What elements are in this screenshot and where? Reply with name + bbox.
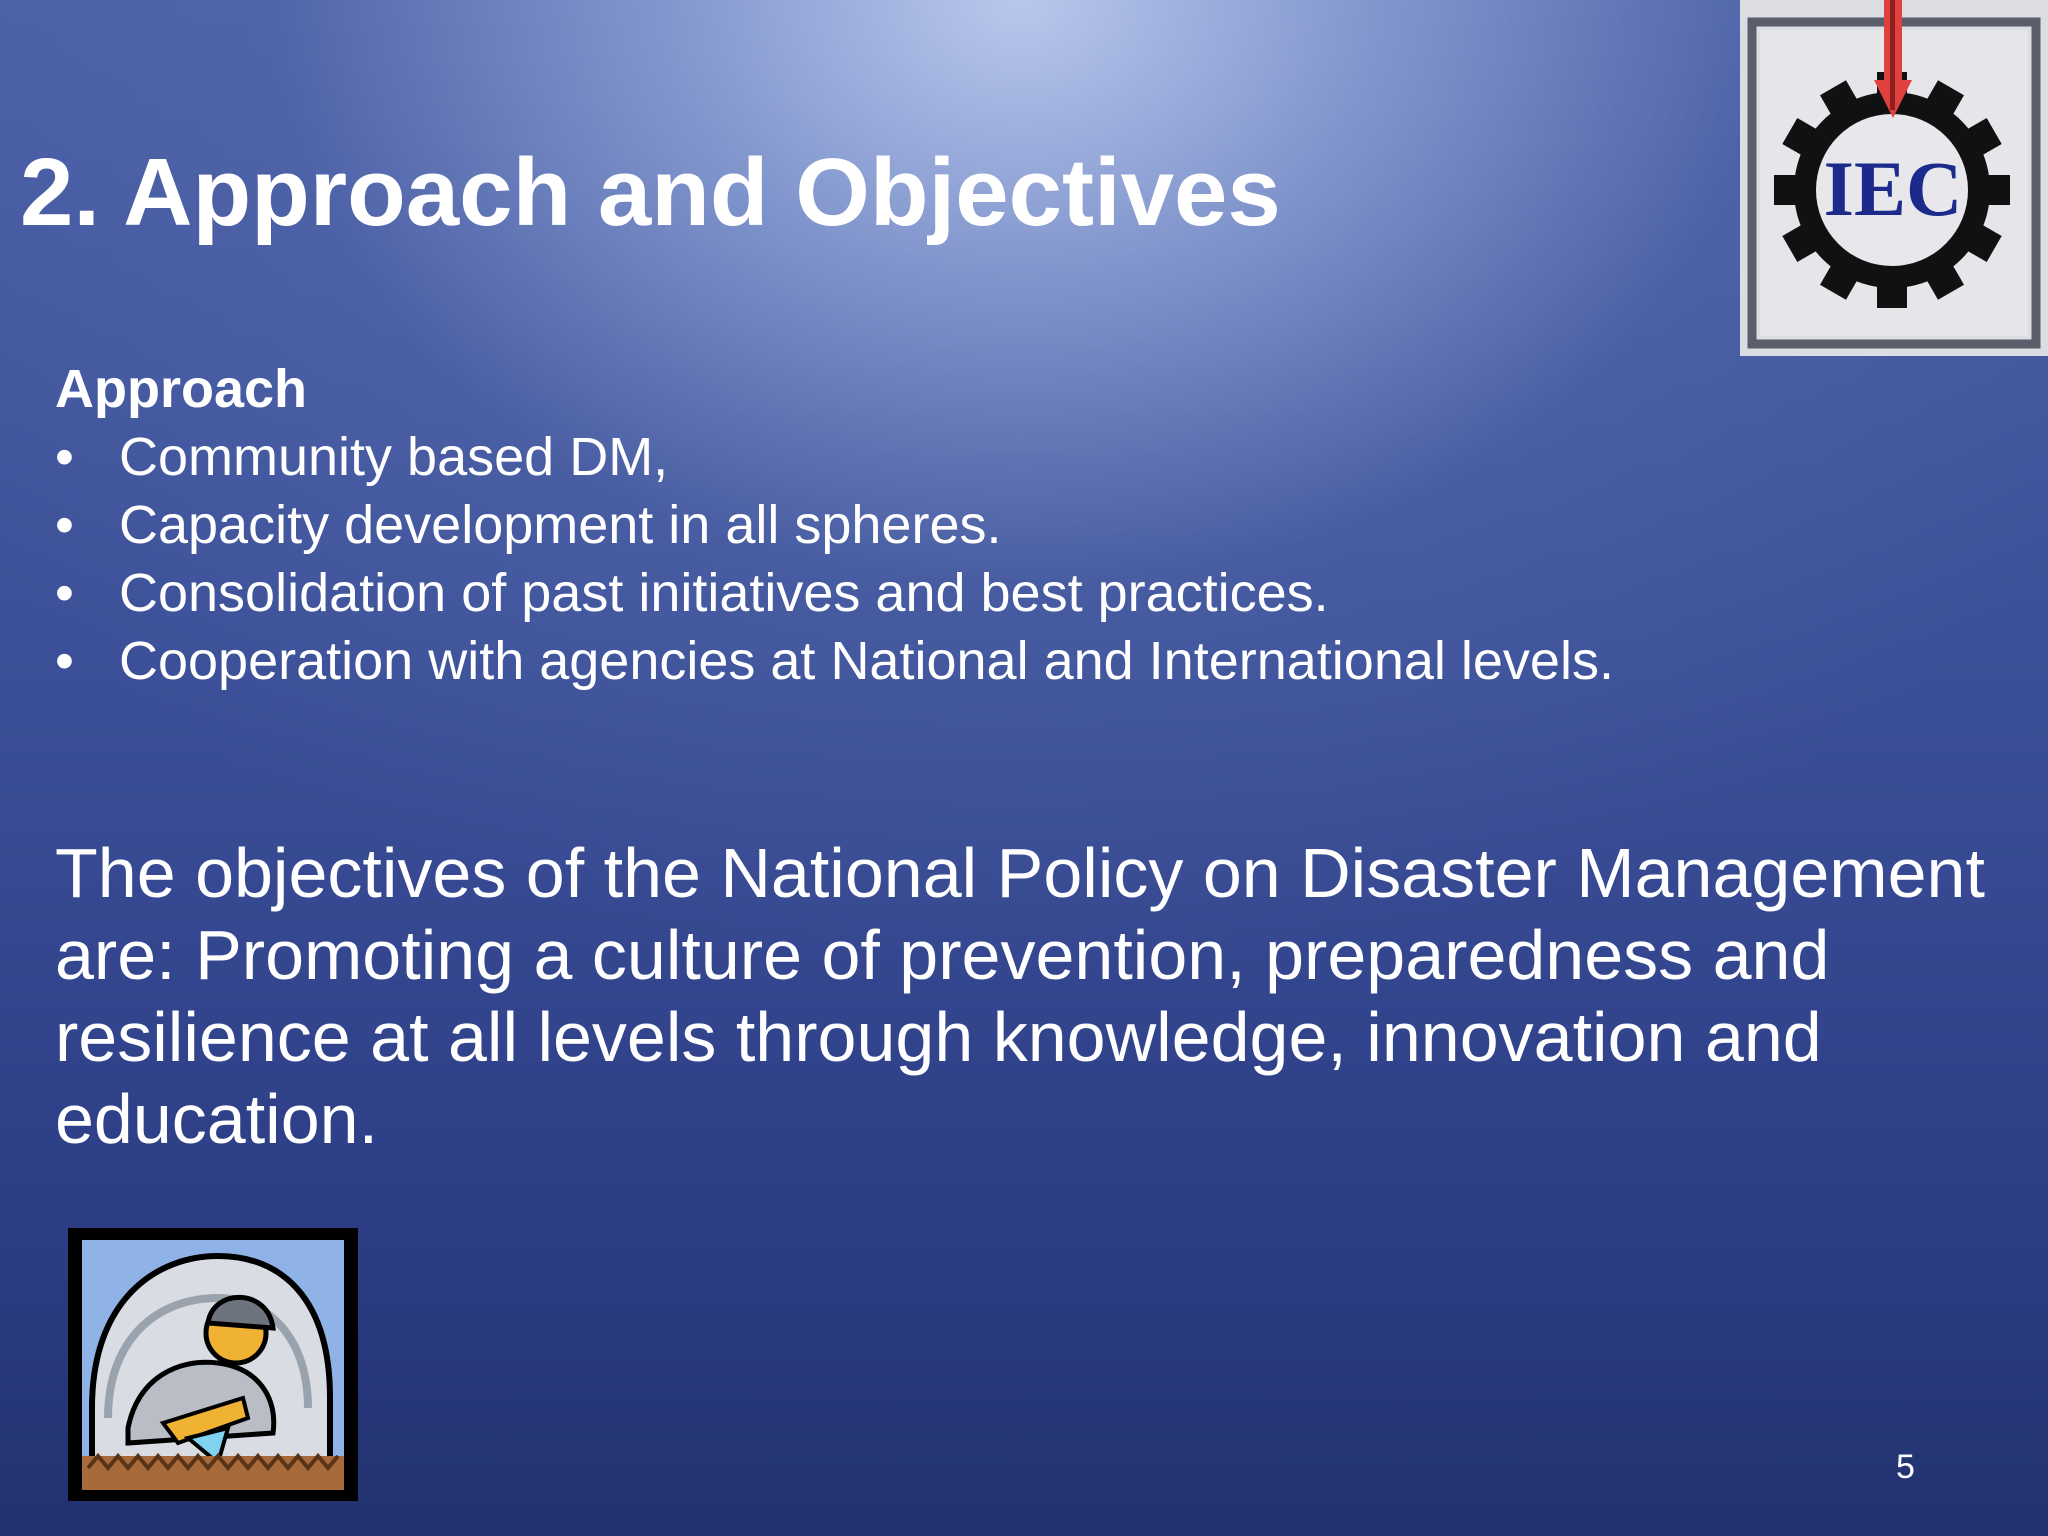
gear-logo-icon xyxy=(1740,0,2048,356)
bullet-icon: • xyxy=(55,631,74,691)
approach-item-text: Consolidation of past initiatives and best practices. xyxy=(119,563,1329,623)
approach-item-text: Capacity development in all spheres. xyxy=(119,495,1002,555)
approach-section xyxy=(55,355,1614,695)
approach-item xyxy=(55,423,1614,491)
approach-item-text: Cooperation with agencies at National and International levels. xyxy=(119,631,1614,691)
bullet-icon: • xyxy=(55,495,74,555)
worker-clipart xyxy=(68,1228,358,1501)
approach-item-text: Community based DM, xyxy=(119,427,669,487)
page-number: 5 xyxy=(1896,1448,1915,1486)
logo-text: IEC xyxy=(1823,145,1963,232)
bullet-icon: • xyxy=(55,563,74,623)
objectives-paragraph: The objectives of the National Policy on Disaster Management are: Promoting a culture of prevention, preparedness and resilience at all levels through knowledge, innovation and education. xyxy=(55,834,1985,1158)
approach-item xyxy=(55,627,1614,695)
approach-heading: Approach xyxy=(55,359,308,419)
bullet-icon: • xyxy=(55,427,74,487)
worker-clipart-icon xyxy=(68,1228,358,1501)
approach-item xyxy=(55,491,1614,559)
approach-item xyxy=(55,559,1614,627)
approach-list xyxy=(55,423,1614,695)
iec-logo xyxy=(1740,0,2048,356)
slide-title: 2. Approach and Objectives xyxy=(20,139,1281,246)
